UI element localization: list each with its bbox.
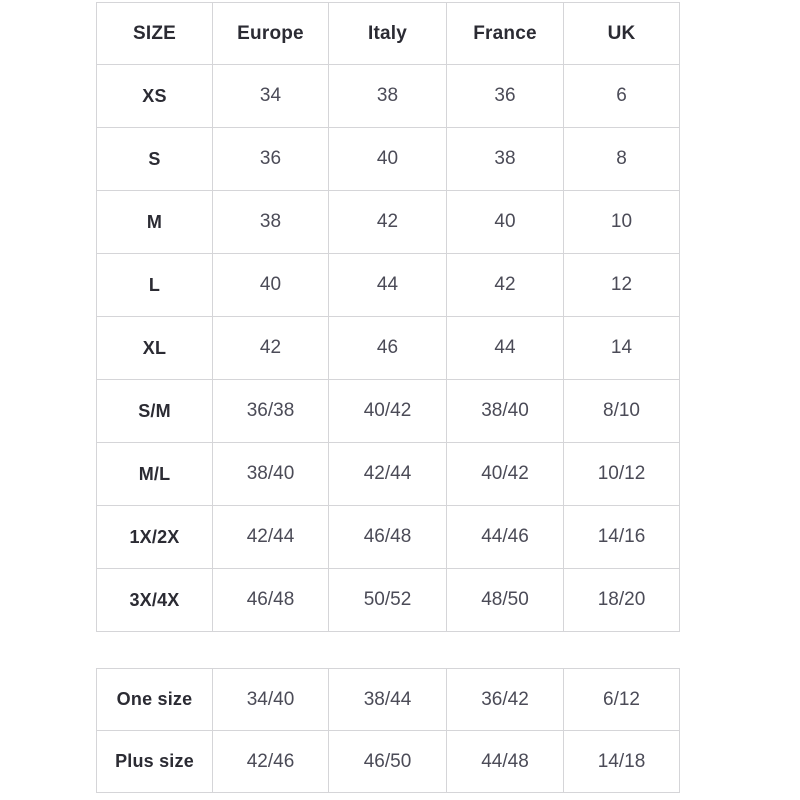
table-row-s-m bbox=[97, 380, 680, 443]
uk-value-cell: 6/12 bbox=[564, 669, 680, 731]
size-label-cell: S/M bbox=[97, 380, 213, 443]
table-row-1x-2x bbox=[97, 506, 680, 569]
size-label-cell: Plus size bbox=[97, 731, 213, 793]
column-header-uk: UK bbox=[564, 3, 680, 65]
italy-value-cell: 38 bbox=[329, 65, 447, 128]
europe-value-cell: 38/40 bbox=[213, 443, 329, 506]
france-value-cell: 38/40 bbox=[447, 380, 564, 443]
italy-value-cell: 46/50 bbox=[329, 731, 447, 793]
france-value-cell: 44/46 bbox=[447, 506, 564, 569]
uk-value-cell: 14 bbox=[564, 317, 680, 380]
column-header-size: SIZE bbox=[97, 3, 213, 65]
table-row-plus-size bbox=[97, 731, 680, 793]
header-row bbox=[97, 3, 680, 65]
size-label-cell: S bbox=[97, 128, 213, 191]
size-label-cell: XL bbox=[97, 317, 213, 380]
italy-value-cell: 42/44 bbox=[329, 443, 447, 506]
uk-value-cell: 12 bbox=[564, 254, 680, 317]
size-label-cell: M/L bbox=[97, 443, 213, 506]
italy-value-cell: 40/42 bbox=[329, 380, 447, 443]
uk-value-cell: 8 bbox=[564, 128, 680, 191]
table-row-m-l bbox=[97, 443, 680, 506]
italy-value-cell: 42 bbox=[329, 191, 447, 254]
uk-value-cell: 10/12 bbox=[564, 443, 680, 506]
europe-value-cell: 36 bbox=[213, 128, 329, 191]
table-row-s bbox=[97, 128, 680, 191]
europe-value-cell: 42 bbox=[213, 317, 329, 380]
europe-value-cell: 36/38 bbox=[213, 380, 329, 443]
france-value-cell: 48/50 bbox=[447, 569, 564, 632]
table-row-m bbox=[97, 191, 680, 254]
france-value-cell: 44 bbox=[447, 317, 564, 380]
uk-value-cell: 6 bbox=[564, 65, 680, 128]
special-sizes-table-body bbox=[97, 669, 680, 793]
table-row-one-size bbox=[97, 669, 680, 731]
italy-value-cell: 46/48 bbox=[329, 506, 447, 569]
column-header-france: France bbox=[447, 3, 564, 65]
italy-value-cell: 50/52 bbox=[329, 569, 447, 632]
france-value-cell: 38 bbox=[447, 128, 564, 191]
uk-value-cell: 8/10 bbox=[564, 380, 680, 443]
france-value-cell: 36 bbox=[447, 65, 564, 128]
europe-value-cell: 34 bbox=[213, 65, 329, 128]
size-label-cell: 1X/2X bbox=[97, 506, 213, 569]
europe-value-cell: 42/44 bbox=[213, 506, 329, 569]
size-label-cell: M bbox=[97, 191, 213, 254]
size-table-header bbox=[97, 3, 680, 65]
europe-value-cell: 40 bbox=[213, 254, 329, 317]
size-label-cell: XS bbox=[97, 65, 213, 128]
europe-value-cell: 38 bbox=[213, 191, 329, 254]
france-value-cell: 36/42 bbox=[447, 669, 564, 731]
size-conversion-table bbox=[96, 2, 680, 632]
size-label-cell: L bbox=[97, 254, 213, 317]
table-row-l bbox=[97, 254, 680, 317]
italy-value-cell: 40 bbox=[329, 128, 447, 191]
france-value-cell: 42 bbox=[447, 254, 564, 317]
uk-value-cell: 14/18 bbox=[564, 731, 680, 793]
france-value-cell: 44/48 bbox=[447, 731, 564, 793]
special-sizes-table-container bbox=[96, 668, 680, 793]
table-row-xs bbox=[97, 65, 680, 128]
europe-value-cell: 34/40 bbox=[213, 669, 329, 731]
special-sizes-table bbox=[96, 668, 680, 793]
size-label-cell: One size bbox=[97, 669, 213, 731]
size-table-body bbox=[97, 65, 680, 632]
europe-value-cell: 42/46 bbox=[213, 731, 329, 793]
size-conversion-table-container bbox=[96, 2, 680, 632]
france-value-cell: 40 bbox=[447, 191, 564, 254]
italy-value-cell: 46 bbox=[329, 317, 447, 380]
italy-value-cell: 44 bbox=[329, 254, 447, 317]
size-label-cell: 3X/4X bbox=[97, 569, 213, 632]
column-header-europe: Europe bbox=[213, 3, 329, 65]
europe-value-cell: 46/48 bbox=[213, 569, 329, 632]
italy-value-cell: 38/44 bbox=[329, 669, 447, 731]
table-row-xl bbox=[97, 317, 680, 380]
column-header-italy: Italy bbox=[329, 3, 447, 65]
uk-value-cell: 10 bbox=[564, 191, 680, 254]
uk-value-cell: 18/20 bbox=[564, 569, 680, 632]
table-row-3x-4x bbox=[97, 569, 680, 632]
france-value-cell: 40/42 bbox=[447, 443, 564, 506]
uk-value-cell: 14/16 bbox=[564, 506, 680, 569]
